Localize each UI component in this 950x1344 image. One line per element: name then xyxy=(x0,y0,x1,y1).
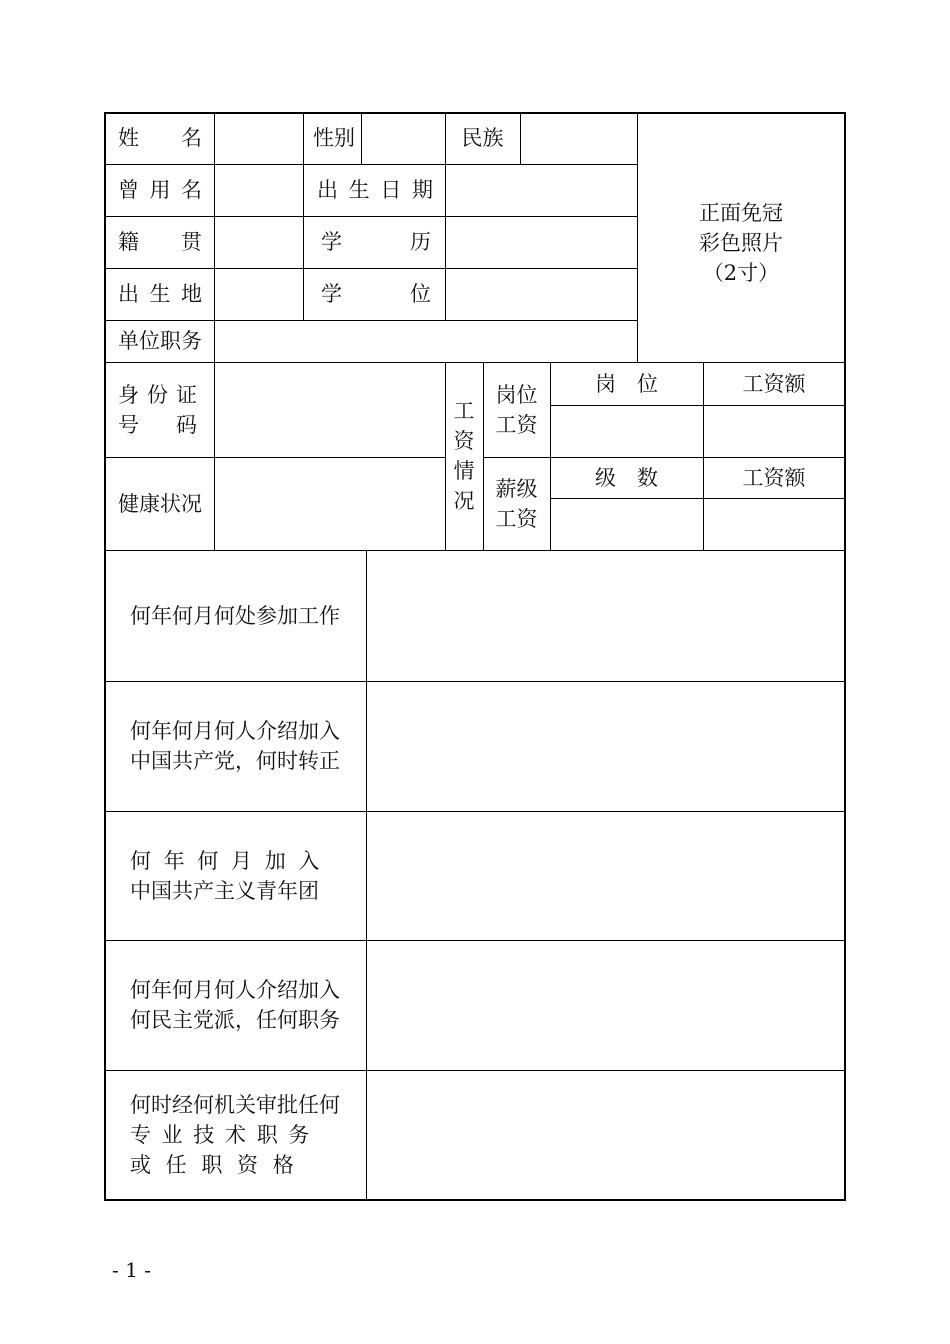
amount-header: 工资额 xyxy=(742,371,806,396)
photo-note-line: （2寸） xyxy=(702,260,780,285)
degree-field[interactable] xyxy=(446,269,637,320)
gender-label: 性别 xyxy=(313,126,355,150)
amount-header: 工资额 xyxy=(742,465,806,490)
salary-label: 工 资 情 况 xyxy=(453,399,475,513)
native-place-field[interactable] xyxy=(215,217,303,268)
ethnicity-field[interactable] xyxy=(521,113,637,164)
birthplace-field[interactable] xyxy=(215,269,303,320)
health-field[interactable] xyxy=(215,458,445,550)
former-name-label: 曾 用 名 xyxy=(118,178,202,202)
education-field[interactable] xyxy=(446,217,637,268)
id-number-field[interactable] xyxy=(215,363,445,457)
birth-date-label: 出 生 日 期 xyxy=(317,178,433,202)
name-label: 姓 名 xyxy=(118,126,202,150)
photo-note-line: 正面免冠 xyxy=(699,200,783,225)
grade-amount-field[interactable] xyxy=(704,499,844,550)
post-salary-label: 岗位 工资 xyxy=(495,382,538,437)
photo-box xyxy=(638,113,844,362)
former-name-field[interactable] xyxy=(215,165,303,216)
birthplace-label: 出 生 地 xyxy=(118,282,202,306)
democratic-party-field[interactable] xyxy=(367,941,844,1070)
health-label: 健康状况 xyxy=(118,491,202,516)
border-bottom xyxy=(104,1199,846,1201)
photo-note-line: 彩色照片 xyxy=(699,230,783,255)
grade-salary-label: 薪级 工资 xyxy=(495,476,538,531)
league-join-field[interactable] xyxy=(367,812,844,940)
birth-date-field[interactable] xyxy=(446,165,637,216)
democratic-party-label: 何年何月何人介绍加入 何民主党派，任何职务 xyxy=(130,978,340,1032)
degree-label: 学 位 xyxy=(321,282,431,306)
border-right xyxy=(844,112,846,1201)
ethnicity-label: 民族 xyxy=(461,126,504,150)
native-place-label: 籍 贯 xyxy=(118,230,202,254)
post-header: 岗 位 xyxy=(595,371,658,396)
work-start-field[interactable] xyxy=(367,551,844,681)
name-field[interactable] xyxy=(215,113,303,164)
grade-field[interactable] xyxy=(551,499,703,550)
post-amount-field[interactable] xyxy=(704,406,844,457)
education-label: 学 历 xyxy=(321,230,431,254)
party-join-field[interactable] xyxy=(367,682,844,811)
page-number: - 1 - xyxy=(112,1258,151,1282)
tech-title-label: 何时经何机关审批任何 专 业 技 术 职 务 或 任 职 资 格 xyxy=(130,1092,340,1177)
grade-header: 级 数 xyxy=(595,465,658,490)
tech-title-field[interactable] xyxy=(367,1071,844,1199)
id-number-label: 身份证 号 码 xyxy=(118,382,205,437)
gender-field[interactable] xyxy=(362,113,445,164)
unit-position-field[interactable] xyxy=(215,321,637,362)
party-join-label: 何年何月何人介绍加入 中国共产党，何时转正 xyxy=(130,719,340,773)
league-join-label: 何 年 何 月 加 入 中国共产主义青年团 xyxy=(130,848,323,903)
work-start-label: 何年何月何处参加工作 xyxy=(130,603,340,628)
post-field[interactable] xyxy=(551,406,703,457)
unit-position-label: 单位职务 xyxy=(118,329,202,353)
